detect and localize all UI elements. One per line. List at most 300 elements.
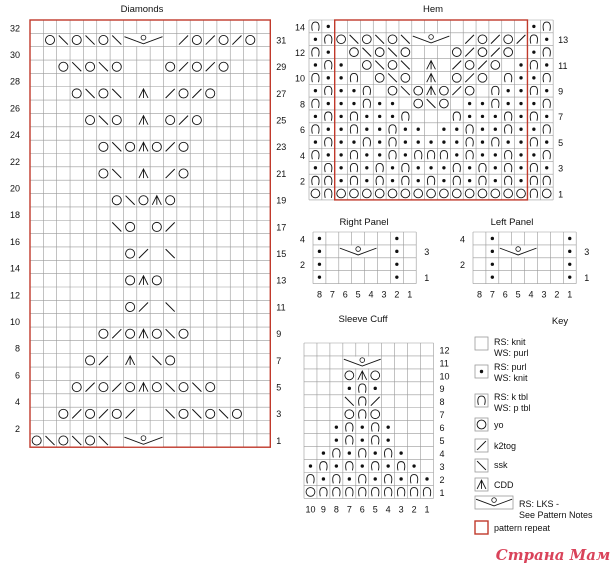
ktbl-mark <box>385 449 392 458</box>
ktbl-symbol <box>410 488 417 497</box>
column-number: 6 <box>502 289 508 300</box>
yo-mark <box>388 86 397 95</box>
ktbl-symbol <box>402 176 409 185</box>
purl-symbol <box>417 140 420 143</box>
ktbl-mark <box>479 163 486 172</box>
yo-symbol <box>504 48 513 57</box>
ktbl-symbol <box>312 48 319 57</box>
yo-mark <box>206 409 215 418</box>
yo-mark <box>179 89 188 98</box>
row-number: 5 <box>558 137 564 148</box>
purl-symbol <box>481 153 484 156</box>
ssk-mark <box>112 169 121 178</box>
row-number: 7 <box>439 410 445 421</box>
purl-dot <box>322 451 325 454</box>
purl-dot <box>374 451 377 454</box>
purl-symbol <box>395 263 398 266</box>
k2tog-symbol <box>232 35 241 44</box>
k2tog-mark <box>478 61 487 70</box>
lks-symbol <box>339 246 377 258</box>
ssk-symbol <box>362 48 371 57</box>
purl-symbol <box>507 89 510 92</box>
yo-symbol <box>232 409 241 418</box>
yo-symbol <box>112 409 121 418</box>
ktbl-mark <box>402 112 409 121</box>
ssk-mark <box>99 116 108 125</box>
purl-dot <box>494 128 497 131</box>
ktbl-symbol <box>307 475 314 484</box>
yo-mark <box>166 196 175 205</box>
ktbl-symbol <box>325 176 332 185</box>
yo-mark <box>440 189 449 198</box>
purl-symbol <box>507 102 510 105</box>
ktbl-symbol <box>372 462 379 471</box>
ssk-symbol <box>72 436 81 445</box>
purl-dot <box>365 128 368 131</box>
cdd-symbol <box>139 276 148 285</box>
purl-symbol <box>545 115 548 118</box>
yo-symbol <box>179 329 188 338</box>
purl-symbol <box>404 140 407 143</box>
ssk-symbol <box>388 73 397 82</box>
yo-mark <box>362 189 371 198</box>
ktbl-mark <box>530 138 537 147</box>
cdd-mark <box>139 116 148 125</box>
purl-symbol <box>314 166 317 169</box>
ssk-symbol <box>45 436 54 445</box>
k2tog-mark <box>179 35 188 44</box>
row-number: 3 <box>439 461 445 472</box>
column-number: 1 <box>424 504 430 515</box>
purl-symbol <box>455 128 458 131</box>
row-number: 24 <box>9 130 20 141</box>
k2tog-mark <box>517 35 526 44</box>
ssk-symbol <box>152 356 161 365</box>
ktbl-symbol <box>385 475 392 484</box>
yo-mark <box>401 73 410 82</box>
ktbl-symbol <box>492 138 499 147</box>
ssk-symbol <box>375 35 384 44</box>
cdd-mark <box>139 89 148 98</box>
yo-mark <box>345 371 354 380</box>
purl-symbol <box>494 153 497 156</box>
ktbl-mark <box>543 176 550 185</box>
purl-symbol <box>314 38 317 41</box>
yo-mark <box>59 436 68 445</box>
ktbl-mark <box>505 176 512 185</box>
yo-mark <box>126 142 135 151</box>
yo-mark <box>86 436 95 445</box>
row-number: 17 <box>276 222 287 233</box>
purl-dot <box>519 153 522 156</box>
purl-dot <box>519 102 522 105</box>
purl-symbol <box>429 140 432 143</box>
purl-dot <box>327 76 330 79</box>
yo-symbol <box>206 89 215 98</box>
ktbl-mark <box>312 48 319 57</box>
ktbl-symbol <box>385 449 392 458</box>
yo-symbol <box>59 436 68 445</box>
ktbl-symbol <box>346 462 353 471</box>
purl-symbol <box>481 115 484 118</box>
purl-symbol <box>545 166 548 169</box>
purl-dot <box>365 153 368 156</box>
purl-dot <box>545 140 548 143</box>
cdd-symbol <box>427 61 436 70</box>
yo-mark <box>112 116 121 125</box>
ktbl-symbol <box>312 22 319 31</box>
yo-mark <box>401 48 410 57</box>
yo-symbol <box>86 356 95 365</box>
yo-symbol <box>350 48 359 57</box>
ktbl-mark <box>325 163 332 172</box>
ktbl-mark <box>543 99 550 108</box>
ktbl-mark <box>385 475 392 484</box>
yo-mark <box>152 276 161 285</box>
row-number: 31 <box>276 35 287 46</box>
ktbl-symbol <box>530 163 537 172</box>
ktbl-symbol <box>359 410 366 419</box>
yo-symbol <box>86 116 95 125</box>
cdd-mark <box>427 73 436 82</box>
yo-symbol <box>465 189 474 198</box>
purl-dot <box>481 140 484 143</box>
k2tog-symbol <box>166 222 175 231</box>
yo-mark <box>166 62 175 71</box>
yo-mark <box>388 189 397 198</box>
row-number: 1 <box>439 487 445 498</box>
k2tog-mark <box>166 142 175 151</box>
k2tog-mark <box>166 222 175 231</box>
purl-dot <box>481 153 484 156</box>
purl-symbol <box>494 115 497 118</box>
purl-symbol <box>327 153 330 156</box>
cdd-mark <box>126 356 135 365</box>
row-number: 13 <box>558 35 569 46</box>
purl-symbol <box>481 102 484 105</box>
row-number: 27 <box>276 88 287 99</box>
ssk-mark <box>219 409 228 418</box>
purl-dot <box>339 89 342 92</box>
yo-mark <box>414 86 423 95</box>
yo-symbol <box>192 35 201 44</box>
row-number: 1 <box>424 273 430 284</box>
yo-symbol <box>478 48 487 57</box>
yo-symbol <box>362 61 371 70</box>
yo-symbol <box>126 222 135 231</box>
yo-symbol <box>59 409 68 418</box>
column-number: 7 <box>329 289 335 300</box>
k2tog-mark <box>232 35 241 44</box>
yo-symbol <box>179 383 188 392</box>
k2tog-symbol <box>465 48 474 57</box>
yo-mark <box>192 116 201 125</box>
ktbl-symbol <box>479 163 486 172</box>
row-number: 15 <box>276 248 287 259</box>
k2tog-mark <box>465 35 474 44</box>
yo-mark <box>337 35 346 44</box>
row-number: 7 <box>276 355 282 366</box>
yo-mark <box>99 329 108 338</box>
purl-dot <box>361 425 364 428</box>
ktbl-symbol <box>325 163 332 172</box>
yo-mark <box>99 89 108 98</box>
yo-symbol <box>311 189 320 198</box>
row-number: 8 <box>299 99 305 110</box>
row-number: 12 <box>9 290 20 301</box>
purl-symbol <box>335 438 338 441</box>
key-title: Key <box>551 316 569 327</box>
yo-mark <box>337 189 346 198</box>
ssk-mark <box>388 48 397 57</box>
ktbl-symbol <box>492 86 499 95</box>
purl-dot <box>417 140 420 143</box>
row-number: 21 <box>276 168 287 179</box>
yo-mark <box>491 61 500 70</box>
yo-symbol <box>72 35 81 44</box>
yo-mark <box>465 189 474 198</box>
ktbl-mark <box>325 138 332 147</box>
purl-symbol <box>395 250 398 253</box>
k2tog-symbol <box>166 142 175 151</box>
purl-dot <box>442 179 445 182</box>
ktbl-symbol <box>530 189 537 198</box>
yo-mark <box>465 86 474 95</box>
k2tog-mark <box>99 356 108 365</box>
yo-mark <box>179 169 188 178</box>
purl-symbol <box>395 275 398 278</box>
yo-mark <box>306 488 315 497</box>
purl-symbol <box>568 263 571 266</box>
yo-mark <box>206 383 215 392</box>
row-number: 26 <box>9 103 20 114</box>
ktbl-symbol <box>333 449 340 458</box>
yo-symbol <box>362 189 371 198</box>
yo-mark <box>72 35 81 44</box>
ktbl-mark <box>440 151 447 160</box>
yo-mark <box>152 222 161 231</box>
purl-dot <box>519 166 522 169</box>
k2tog-symbol <box>517 35 526 44</box>
yo-mark <box>152 329 161 338</box>
purl-dot <box>318 263 321 266</box>
purl-dot <box>327 102 330 105</box>
purl-symbol <box>318 275 321 278</box>
column-number: 2 <box>394 289 400 300</box>
purl-symbol <box>468 102 471 105</box>
row-number: 11 <box>439 358 449 369</box>
purl-dot <box>455 153 458 156</box>
yo-mark <box>126 383 135 392</box>
column-number: 6 <box>342 289 348 300</box>
ktbl-symbol <box>346 423 353 432</box>
row-number: 22 <box>9 156 20 167</box>
yo-mark <box>99 35 108 44</box>
k2tog-mark <box>179 116 188 125</box>
purl-dot <box>399 477 402 480</box>
row-number: 8 <box>14 343 20 354</box>
ktbl-symbol <box>505 151 512 160</box>
ktbl-mark <box>359 488 366 497</box>
key-k2tog-label: k2tog <box>494 441 517 451</box>
row-number: 14 <box>294 22 305 33</box>
ktbl-symbol <box>530 86 537 95</box>
ktbl-mark <box>423 488 430 497</box>
ktbl-symbol <box>359 449 366 458</box>
purl-dot <box>339 115 342 118</box>
key-knit-box <box>475 337 488 350</box>
yo-mark <box>504 189 513 198</box>
yo-symbol <box>192 116 201 125</box>
k2tog-mark <box>206 62 215 71</box>
yo-mark <box>59 409 68 418</box>
k2tog-mark <box>99 409 108 418</box>
purl-symbol <box>494 179 497 182</box>
yo-symbol <box>86 409 95 418</box>
ktbl-mark <box>312 125 319 134</box>
purl-symbol <box>519 153 522 156</box>
yo-symbol <box>179 169 188 178</box>
yo-mark <box>478 35 487 44</box>
purl-symbol <box>339 153 342 156</box>
ktbl-symbol <box>543 73 550 82</box>
row-number: 6 <box>299 125 305 136</box>
purl-symbol <box>386 464 389 467</box>
column-number: 2 <box>554 289 560 300</box>
ktbl-symbol <box>415 151 422 160</box>
ssk-symbol <box>99 436 108 445</box>
ktbl-mark <box>479 176 486 185</box>
ktbl-mark <box>372 488 379 497</box>
ktbl-mark <box>359 384 366 393</box>
cdd-mark <box>139 169 148 178</box>
ktbl-mark <box>307 475 314 484</box>
purl-dot <box>318 237 321 240</box>
purl-symbol <box>335 464 338 467</box>
ktbl-mark <box>363 99 370 108</box>
yo-mark <box>179 383 188 392</box>
k2tog-mark <box>452 86 461 95</box>
k2tog-symbol <box>139 249 148 258</box>
yo-mark <box>59 62 68 71</box>
ssk-symbol <box>112 142 121 151</box>
row-number: 5 <box>276 382 282 393</box>
purl-symbol <box>532 25 535 28</box>
ssk-symbol <box>401 35 410 44</box>
purl-symbol <box>314 140 317 143</box>
row-number: 9 <box>558 86 564 97</box>
purl-symbol <box>519 63 522 66</box>
purl-dot <box>395 263 398 266</box>
left-panel-title: Left Panel <box>490 217 534 228</box>
ktbl-mark <box>312 22 319 31</box>
yo-symbol <box>179 142 188 151</box>
yo-symbol <box>126 142 135 151</box>
purl-dot <box>532 50 535 53</box>
purl-symbol <box>455 153 458 156</box>
yo-symbol <box>350 189 359 198</box>
right-panel-grid <box>313 232 416 284</box>
row-number: 6 <box>14 370 20 381</box>
k2tog-mark <box>72 409 81 418</box>
purl-dot <box>365 115 368 118</box>
ktbl-symbol <box>453 112 460 121</box>
purl-dot <box>339 128 342 131</box>
yo-symbol <box>126 249 135 258</box>
ktbl-symbol <box>346 436 353 445</box>
ktbl-symbol <box>505 176 512 185</box>
row-number: 12 <box>439 345 450 356</box>
ktbl-symbol <box>505 125 512 134</box>
row-number: 4 <box>299 150 305 161</box>
ssk-mark <box>345 397 354 406</box>
purl-dot <box>545 63 548 66</box>
ktbl-symbol <box>530 35 537 44</box>
k2tog-mark <box>166 169 175 178</box>
yo-symbol <box>126 383 135 392</box>
purl-symbol <box>378 140 381 143</box>
yo-symbol <box>504 35 513 44</box>
yo-symbol <box>206 383 215 392</box>
ktbl-mark <box>350 112 357 121</box>
row-number: 9 <box>276 329 282 340</box>
column-number: 3 <box>381 289 387 300</box>
purl-symbol <box>545 63 548 66</box>
purl-dot <box>395 250 398 253</box>
ktbl-mark <box>505 112 512 121</box>
k2tog-mark <box>112 383 121 392</box>
ktbl-mark <box>543 73 550 82</box>
purl-symbol <box>491 237 494 240</box>
ssk-symbol <box>99 116 108 125</box>
yo-symbol <box>59 62 68 71</box>
yo-mark <box>375 48 384 57</box>
ssk-mark <box>86 35 95 44</box>
purl-dot <box>532 153 535 156</box>
watermark: Страна Мам <box>495 546 610 564</box>
yo-symbol <box>465 86 474 95</box>
lks-symbol <box>124 434 163 446</box>
k2tog-symbol <box>206 62 215 71</box>
ktbl-symbol <box>385 488 392 497</box>
ktbl-mark <box>543 48 550 57</box>
ssk-symbol <box>99 62 108 71</box>
yo-mark <box>388 61 397 70</box>
ktbl-symbol <box>397 488 404 497</box>
purl-symbol <box>391 115 394 118</box>
yo-mark <box>491 189 500 198</box>
ktbl-symbol <box>543 125 550 134</box>
yo-symbol <box>99 89 108 98</box>
ktbl-symbol <box>359 475 366 484</box>
ktbl-symbol <box>466 151 473 160</box>
k2tog-symbol <box>452 86 461 95</box>
ktbl-symbol <box>359 488 366 497</box>
purl-symbol <box>318 250 321 253</box>
yo-symbol <box>126 276 135 285</box>
cdd-symbol <box>139 89 148 98</box>
row-number: 4 <box>439 448 445 459</box>
ktbl-symbol <box>333 475 340 484</box>
yo-mark <box>72 383 81 392</box>
purl-symbol <box>545 89 548 92</box>
ktbl-mark <box>350 163 357 172</box>
ktbl-mark <box>320 488 327 497</box>
purl-dot <box>391 115 394 118</box>
column-number: 1 <box>567 289 573 300</box>
yo-symbol <box>440 86 449 95</box>
ktbl-mark <box>312 73 319 82</box>
